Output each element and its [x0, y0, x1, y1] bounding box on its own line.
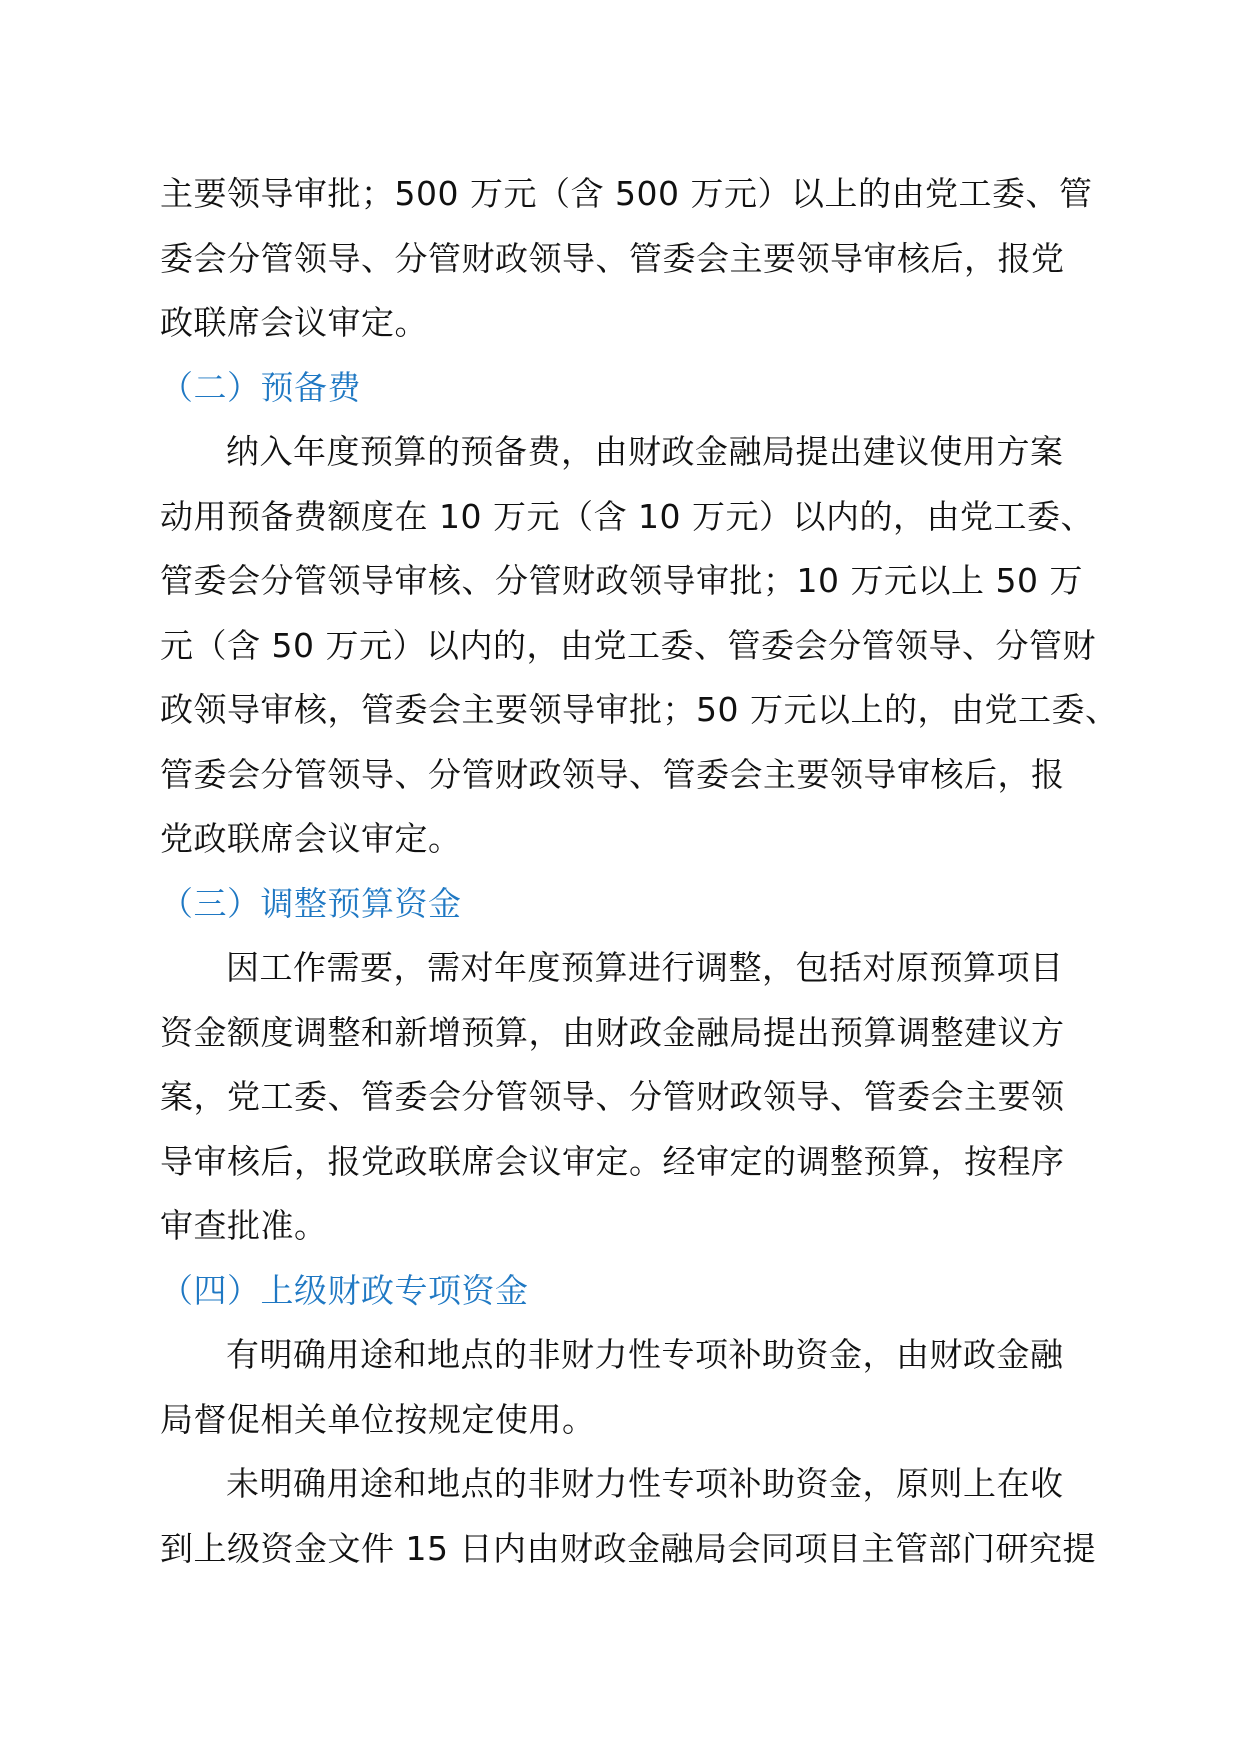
text-line: 主要领导审批；500 万元（含 500 万元）以上的由党工委、管: [160, 174, 1093, 213]
text-line: 委会分管领导、分管财政领导、管委会主要领导审核后，报党: [160, 238, 1065, 278]
text-line: 元（含 50 万元）以内的，由党工委、管委会分管领导、分管财: [160, 625, 1096, 665]
paragraph-special-funds-defined: [160, 1323, 1095, 1452]
text-line: 政联席会议审定。: [160, 303, 428, 342]
text-line: 审查批准。: [160, 1206, 328, 1245]
text-line: 导审核后，报党政联席会议审定。经审定的调整预算，按程序: [160, 1141, 1065, 1181]
text-line: 党政联席会议审定。: [160, 819, 462, 858]
text-line: 管委会分管领导审核、分管财政领导审批；10 万元以上 50 万: [160, 561, 1083, 600]
text-line: 到上级资金文件 15 日内由财政金融局会同项目主管部门研究提: [160, 1528, 1096, 1568]
paragraph-reserve-fund: [160, 420, 1119, 872]
text-line: 案，党工委、管委会分管领导、分管财政领导、管委会主要领: [160, 1077, 1065, 1116]
text-line: 局督促相关单位按规定使用。: [160, 1399, 596, 1439]
text-line: 资金额度调整和新增预算，由财政金融局提出预算调整建议方: [160, 1012, 1065, 1052]
document-body: [160, 162, 1119, 1581]
paragraph-special-funds-undefined: [160, 1452, 1095, 1581]
section-heading-reserve-fund: （二）预备费: [160, 367, 361, 407]
paragraph-budget-adjustment: [160, 936, 1095, 1259]
text-line: 管委会分管领导、分管财政领导、管委会主要领导审核后，报: [160, 754, 1065, 794]
text-line: 因工作需要，需对年度预算进行调整，包括对原预算项目: [226, 948, 1064, 987]
text-line: 有明确用途和地点的非财力性专项补助资金，由财政金融: [226, 1335, 1064, 1374]
section-heading-special-funds: （四）上级财政专项资金: [160, 1270, 529, 1310]
text-line: 动用预备费额度在 10 万元（含 10 万元）以内的，由党工委、: [160, 496, 1094, 536]
section-heading-budget-adjustment: （三）调整预算资金: [160, 883, 462, 923]
text-line: 纳入年度预算的预备费，由财政金融局提出建议使用方案: [226, 432, 1064, 471]
paragraph-approval-500: [160, 162, 1095, 356]
text-line: 未明确用途和地点的非财力性专项补助资金，原则上在收: [226, 1464, 1064, 1503]
text-line: 政领导审核，管委会主要领导审批；50 万元以上的，由党工委、: [160, 690, 1119, 729]
